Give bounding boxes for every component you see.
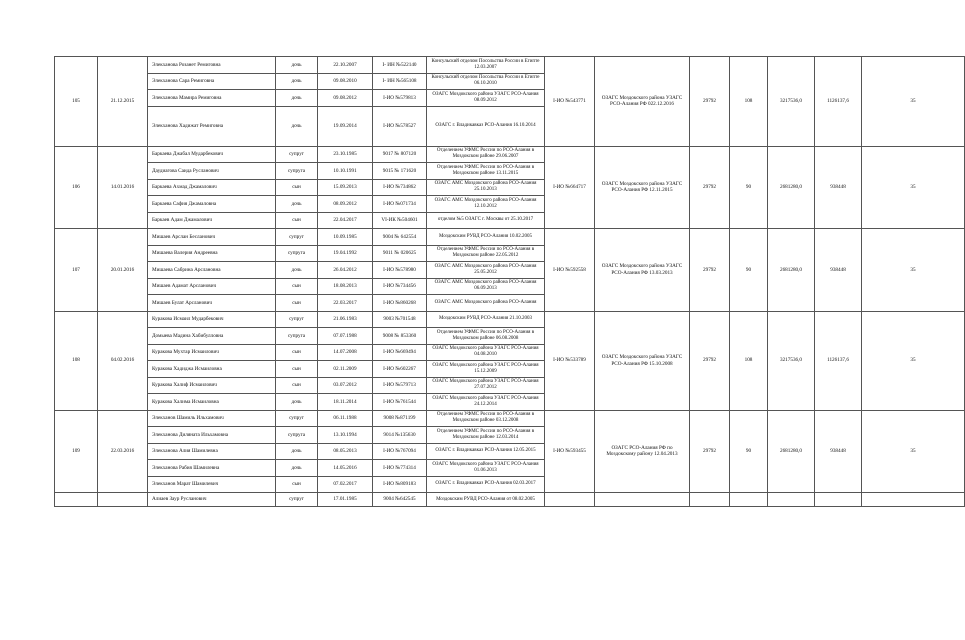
member-issuer: ОЗАГС Моздокского района УЗАГС РСО-Алания 01.06.2013 <box>427 460 545 477</box>
registry-table <box>54 56 965 507</box>
value-c3: 2681280,0 <box>768 146 815 229</box>
member-document: I-ИО №767094 <box>373 443 427 460</box>
member-document: 9003 №701548 <box>373 311 427 328</box>
member-name: Баркаева Сафия Джамаловна <box>148 196 276 213</box>
member-name: Куракова Мухтар Исмаилович <box>148 344 276 361</box>
member-dob: 14.07.2008 <box>318 344 373 361</box>
member-dob: 15.09.2013 <box>318 179 373 196</box>
member-issuer: Моздокским РУВД РСО-Алания от 08.02.2005 <box>427 493 545 507</box>
value-c1: 29792 <box>690 410 730 493</box>
member-dob: 22.10.2007 <box>318 57 373 74</box>
member-dob: 22.03.2017 <box>318 295 373 312</box>
member-dob: 03.07.2012 <box>318 377 373 394</box>
member-dob: 07.02.2017 <box>318 476 373 493</box>
member-document: 9015 № 171620 <box>373 163 427 180</box>
value-c5: 35 <box>862 146 965 229</box>
member-role: супруг <box>276 410 318 427</box>
member-name: Элекханова Мамира Ремиговна <box>148 90 276 107</box>
member-document: I-ИО №071734 <box>373 196 427 213</box>
member-name: Куракова Исмаил Мударбекович <box>148 311 276 328</box>
table-row <box>55 146 965 163</box>
table-row <box>55 57 965 74</box>
member-dob: 22.04.2017 <box>318 212 373 229</box>
certificate-number: I-ИО №592558 <box>545 229 595 312</box>
member-dob: 10.10.1991 <box>318 163 373 180</box>
member-document: I-ИО №809183 <box>373 476 427 493</box>
member-dob: 23.10.1985 <box>318 146 373 163</box>
member-issuer: Отделением УФМС России по РСО-Алания в Моздокском районе 12.03.2014 <box>427 427 545 444</box>
record-date: 14.01.2016 <box>98 146 148 229</box>
member-document: I- ИН №565108 <box>373 73 427 90</box>
value-c5: 35 <box>862 229 965 312</box>
member-issuer: Отделением УФМС России по РСО-Алания в Моздокском районе 29.06.2007 <box>427 146 545 163</box>
member-issuer: ОЗАГС Моздокского района УЗАГС РСО-Алания 15.12.2009 <box>427 361 545 378</box>
member-name: Баркаева Ахмад Джамалович <box>148 179 276 196</box>
member-role: супруг <box>276 229 318 246</box>
member-issuer: ОЗАГС АМС Моздокского района РСО-Алания 06.09.2013 <box>427 278 545 295</box>
member-issuer: Консульский отделом Посольства России в Египте 12.03.2007 <box>427 57 545 74</box>
member-name: Алиаев Заур Русланович <box>148 493 276 507</box>
member-name: Мишаев Арслан Бесланович <box>148 229 276 246</box>
record-number: 106 <box>55 146 98 229</box>
member-role: сын <box>276 295 318 312</box>
member-dob: 19.04.1992 <box>318 245 373 262</box>
member-name: Куракова Халиф Исмаилович <box>148 377 276 394</box>
member-dob: 08.05.2013 <box>318 443 373 460</box>
member-issuer: ОЗАГС АМС Моздокского района РСО-Алания <box>427 295 545 312</box>
member-document: I- ИН №522140 <box>373 57 427 74</box>
member-role: дочь <box>276 90 318 107</box>
member-role: сын <box>276 377 318 394</box>
member-issuer: Отделением УФМС России по РСО-Алания в Моздокском районе 03.12.2008 <box>427 410 545 427</box>
member-name: Элекханова Розанет Ремиговна <box>148 57 276 74</box>
member-document: I-ИО №734862 <box>373 179 427 196</box>
member-dob: 08.09.2012 <box>318 196 373 213</box>
member-document: I-ИО №669494 <box>373 344 427 361</box>
member-dob: 19.09.2014 <box>318 106 373 146</box>
member-document: I-ИО №579713 <box>373 377 427 394</box>
record-date <box>98 493 148 507</box>
value-c2: 108 <box>730 57 768 147</box>
empty-cell <box>768 493 815 507</box>
value-c3: 2681280,0 <box>768 229 815 312</box>
member-name: Элекханова Сара Ремиговна <box>148 73 276 90</box>
member-name: Мишаев Адамат Арсланович <box>148 278 276 295</box>
member-issuer: Консульский отделом Посольства России в Египте 06.10.2010 <box>427 73 545 90</box>
table-row <box>55 311 965 328</box>
member-dob: 17.01.1985 <box>318 493 373 507</box>
value-c5: 35 <box>862 410 965 493</box>
member-issuer: Отделением УФМС России по РСО-Алания в Моздокском районе 13.11.2015 <box>427 163 545 180</box>
member-issuer: Отделением УФМС России по РСО-Алания в Моздокском районе 06.08.2008 <box>427 328 545 345</box>
value-c4: 938448 <box>815 229 862 312</box>
member-role: супруга <box>276 163 318 180</box>
member-role: дочь <box>276 394 318 411</box>
member-role: дочь <box>276 262 318 279</box>
member-name: Баркаев Адам Джамалович <box>148 212 276 229</box>
member-issuer: ОЗАГС г. Владикавказ РСО-Алания 12.05.2015 <box>427 443 545 460</box>
value-c3: 3217536,0 <box>768 57 815 147</box>
record-date: 21.12.2015 <box>98 57 148 147</box>
empty-cell <box>730 493 768 507</box>
member-name: Элекханова Рабия Шамилевна <box>148 460 276 477</box>
value-c5: 35 <box>862 311 965 410</box>
certificate-number: I-ИО №543771 <box>545 57 595 147</box>
member-role: супруг <box>276 146 318 163</box>
certificate-number: I-ИО №593455 <box>545 410 595 493</box>
empty-cell <box>595 493 690 507</box>
empty-cell <box>690 493 730 507</box>
member-document: I-ИО №602267 <box>373 361 427 378</box>
member-role: сын <box>276 344 318 361</box>
record-number <box>55 493 98 507</box>
member-issuer: отделом №5 ОЗАГС г. Москвы от 25.10.2017 <box>427 212 545 229</box>
issuing-organization: ОЗАГС Моздокского района УЗАГС РСО-Алания РФ 022.12.2016 <box>595 57 690 147</box>
member-name: Элекханов Марат Шамилевич <box>148 476 276 493</box>
member-name: Мишаева Сабрина Арслановна <box>148 262 276 279</box>
member-issuer: ОЗАГС Моздокского района УЗАГС РСО-Алания 24.12.2014 <box>427 394 545 411</box>
value-c1: 29792 <box>690 146 730 229</box>
value-c4: 1126137,6 <box>815 57 862 147</box>
member-name: Куракова Халима Исмаиловна <box>148 394 276 411</box>
record-date: 20.01.2016 <box>98 229 148 312</box>
member-dob: 26.04.2012 <box>318 262 373 279</box>
value-c4: 938448 <box>815 410 862 493</box>
member-dob: 09.08.2012 <box>318 90 373 107</box>
member-issuer: ОЗАГС АМС Моздокского района РСО-Алания 12.10.2012 <box>427 196 545 213</box>
member-role: дочь <box>276 460 318 477</box>
member-dob: 02.11.2009 <box>318 361 373 378</box>
member-document: 9011 № 020625 <box>373 245 427 262</box>
member-role: сын <box>276 361 318 378</box>
member-name: Элекханова Хадижат Ремиговна <box>148 106 276 146</box>
member-document: I-ИО №578527 <box>373 106 427 146</box>
member-issuer: ОЗАГС Моздокского района УЗАГС РСО-Алания 08.09.2012 <box>427 90 545 107</box>
member-document: 9008 № 853360 <box>373 328 427 345</box>
member-document: I-ИО №860268 <box>373 295 427 312</box>
value-c5: 35 <box>862 57 965 147</box>
member-role: супруг <box>276 493 318 507</box>
member-name: Элекханова Диляната Ильхамовна <box>148 427 276 444</box>
record-number: 109 <box>55 410 98 493</box>
value-c2: 90 <box>730 146 768 229</box>
value-c2: 90 <box>730 229 768 312</box>
value-c3: 3217536,0 <box>768 311 815 410</box>
value-c2: 90 <box>730 410 768 493</box>
table-row <box>55 229 965 246</box>
member-document: VI-ИК №504601 <box>373 212 427 229</box>
value-c1: 29792 <box>690 229 730 312</box>
member-role: сын <box>276 476 318 493</box>
member-document: I-ИО №761544 <box>373 394 427 411</box>
member-document: 9008 №871199 <box>373 410 427 427</box>
member-role: дочь <box>276 443 318 460</box>
member-role: сын <box>276 212 318 229</box>
member-issuer: Отделением УФМС России по РСО-Алания в Моздокском районе 22.05.2012 <box>427 245 545 262</box>
member-document: 9004 №642545 <box>373 493 427 507</box>
empty-cell <box>862 493 965 507</box>
member-dob: 09.08.2010 <box>318 73 373 90</box>
issuing-organization: ОЗАГС РСО-Алания РФ по Моздокскому району 12.04.2013 <box>595 410 690 493</box>
member-name: Даудиагова Саида Русланович <box>148 163 276 180</box>
member-document: I-ИО №578980 <box>373 262 427 279</box>
member-document: 9004 № 642554 <box>373 229 427 246</box>
record-date: 22.03.2016 <box>98 410 148 493</box>
issuing-organization: ОЗАГС Моздокского района УЗАГС РСО-Алания РФ 15.10.2008 <box>595 311 690 410</box>
certificate-number: I-ИО №533789 <box>545 311 595 410</box>
member-name: Мишаева Валерия Андреевна <box>148 245 276 262</box>
member-document: I-ИО №579813 <box>373 90 427 107</box>
record-number: 107 <box>55 229 98 312</box>
member-role: дочь <box>276 73 318 90</box>
member-role: сын <box>276 278 318 295</box>
member-document: I-ИО №734456 <box>373 278 427 295</box>
value-c4: 1126137,6 <box>815 311 862 410</box>
member-name: Баркаева Джабал Мударбекович <box>148 146 276 163</box>
member-dob: 18.11.2014 <box>318 394 373 411</box>
issuing-organization: ОЗАГС Моздокского района УЗАГС РСО-Алания РФ 12.11.2015 <box>595 146 690 229</box>
member-name: Элекханов Шамиль Ильхамович <box>148 410 276 427</box>
value-c4: 938448 <box>815 146 862 229</box>
member-role: дочь <box>276 57 318 74</box>
record-number: 105 <box>55 57 98 147</box>
member-issuer: Моздокским РУВД РСО-Алания 10.02.2005 <box>427 229 545 246</box>
member-role: дочь <box>276 196 318 213</box>
empty-cell <box>545 493 595 507</box>
issuing-organization: ОЗАГС Моздокского района УЗАГС РСО-Алания РФ 13.03.2013 <box>595 229 690 312</box>
member-issuer: ОЗАГС г. Владикавказ РСО-Алания 02.03.2017 <box>427 476 545 493</box>
record-date: 04.02.2016 <box>98 311 148 410</box>
value-c1: 29792 <box>690 57 730 147</box>
member-issuer: ОЗАГС Моздокского района УЗАГС РСО-Алания 27.07.2012 <box>427 377 545 394</box>
member-role: сын <box>276 179 318 196</box>
member-role: супруга <box>276 427 318 444</box>
value-c3: 2681280,0 <box>768 410 815 493</box>
value-c2: 108 <box>730 311 768 410</box>
member-issuer: ОЗАГС АМС Моздокского района РСО-Алания 25.10.2013 <box>427 179 545 196</box>
member-role: супруга <box>276 245 318 262</box>
table-row <box>55 493 965 507</box>
member-dob: 07.07.1988 <box>318 328 373 345</box>
member-document: I-ИО №774314 <box>373 460 427 477</box>
value-c1: 29792 <box>690 311 730 410</box>
empty-cell <box>815 493 862 507</box>
member-dob: 10.09.1985 <box>318 229 373 246</box>
member-name: Куракова Хадиджа Исмаиловна <box>148 361 276 378</box>
member-dob: 18.08.2013 <box>318 278 373 295</box>
certificate-number: I-ИО №664717 <box>545 146 595 229</box>
member-role: супруг <box>276 311 318 328</box>
member-issuer: ОЗАГС Моздокского района УЗАГС РСО-Алания 04.08.2010 <box>427 344 545 361</box>
table-row <box>55 410 965 427</box>
member-dob: 13.10.1994 <box>318 427 373 444</box>
member-document: 9014 №135630 <box>373 427 427 444</box>
member-name: Домыева Мадина Хабибулловна <box>148 328 276 345</box>
member-dob: 06.11.1988 <box>318 410 373 427</box>
member-role: дочь <box>276 106 318 146</box>
member-name: Элекханова Алия Шамилевна <box>148 443 276 460</box>
member-dob: 14.05.2016 <box>318 460 373 477</box>
member-name: Мишаев Булат Арсланович <box>148 295 276 312</box>
member-issuer: Моздокским РУВД РСО-Алания 21.10.2003 <box>427 311 545 328</box>
member-issuer: ОЗАГС г. Владикавказ РСО-Алания 16.10.2014 <box>427 106 545 146</box>
member-issuer: ОЗАГС АМС Моздокского района РСО-Алания 25.05.2012 <box>427 262 545 279</box>
registry-table-body <box>55 57 965 507</box>
member-document: 9017 № 807120 <box>373 146 427 163</box>
member-role: супруга <box>276 328 318 345</box>
member-dob: 21.06.1983 <box>318 311 373 328</box>
record-number: 108 <box>55 311 98 410</box>
